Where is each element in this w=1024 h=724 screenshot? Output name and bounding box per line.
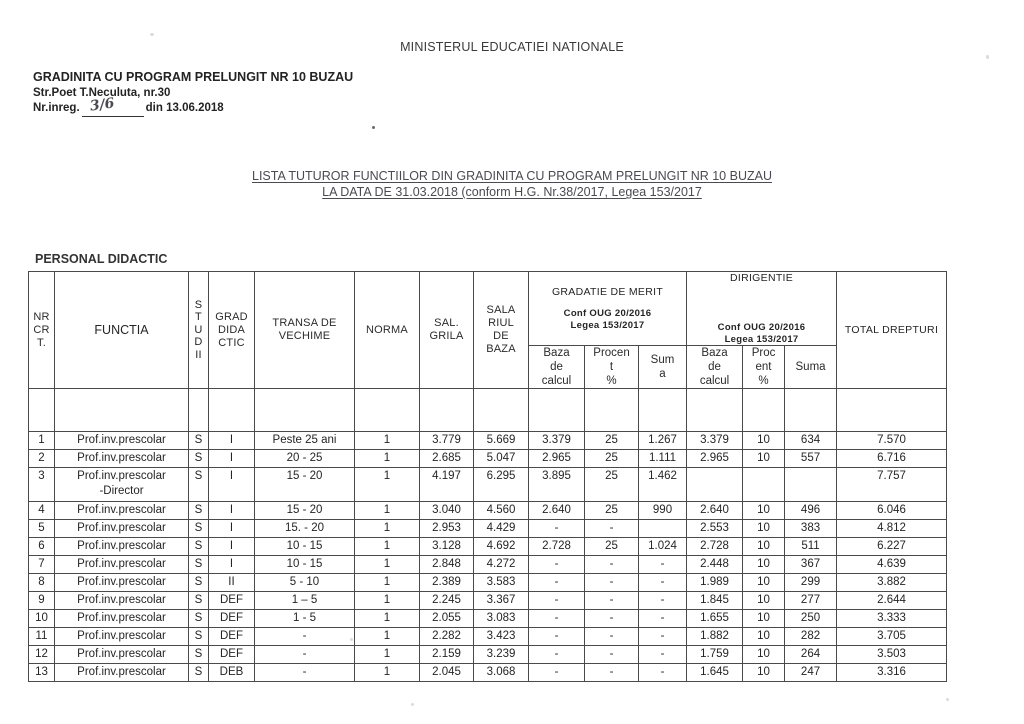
cell-salariu-de-baza: 4.692 [474, 538, 529, 556]
cell-gm-suma: 990 [639, 502, 687, 520]
cell-studii: S [189, 502, 209, 520]
cell-sal-grila: 3.779 [420, 432, 474, 450]
cell-grad-didactic: DEF [209, 610, 255, 628]
cell-sal-grila: 2.159 [420, 646, 474, 664]
cell-transa-vechime: 1 – 5 [255, 592, 355, 610]
cell-grad-didactic: I [209, 520, 255, 538]
table-row [29, 628, 947, 646]
cell-gm-suma: - [639, 610, 687, 628]
cell-salariu-de-baza: 5.047 [474, 450, 529, 468]
spacer-cell [209, 389, 255, 432]
cell-dir-procent: 10 [743, 574, 785, 592]
table-row [29, 592, 947, 610]
cell-gm-procent: 25 [585, 468, 639, 502]
cell-dir-baza-calcul: 2.728 [687, 538, 743, 556]
th-dir-baza-calcul: Baza de calcul [687, 346, 743, 389]
cell-functia [55, 592, 189, 610]
cell-dir-suma: 250 [785, 610, 837, 628]
cell-studii: S [189, 574, 209, 592]
cell-total-drepturi: 3.333 [837, 610, 947, 628]
cell-gm-baza-calcul: - [529, 646, 585, 664]
cell-dir-procent: 10 [743, 432, 785, 450]
cell-norma: 1 [355, 450, 420, 468]
cell-dir-suma: 264 [785, 646, 837, 664]
cell-gm-baza-calcul: 2.728 [529, 538, 585, 556]
functia-line-1: Prof.inv.prescolar [77, 576, 166, 588]
registration-number-blank [82, 94, 144, 117]
cell-nr-crt: 10 [29, 610, 55, 628]
cell-dir-suma: 496 [785, 502, 837, 520]
cell-sal-grila: 2.953 [420, 520, 474, 538]
cell-dir-procent: 10 [743, 520, 785, 538]
scan-speck [986, 55, 989, 59]
cell-studii: S [189, 450, 209, 468]
table-row [29, 664, 947, 682]
cell-gm-baza-calcul: - [529, 574, 585, 592]
cell-grad-didactic: DEB [209, 664, 255, 682]
cell-total-drepturi: 7.757 [837, 468, 947, 502]
cell-salariu-de-baza: 3.239 [474, 646, 529, 664]
organization-block [33, 70, 353, 117]
th-gradatie-de-merit-group: GRADATIE DE MERIT Conf OUG 20/2016 Legea 153/2017 [529, 272, 687, 346]
cell-gm-procent: - [585, 646, 639, 664]
spacer-cell [837, 389, 947, 432]
cell-dir-suma [785, 468, 837, 502]
cell-salariu-de-baza: 3.367 [474, 592, 529, 610]
functia-line-1: Prof.inv.prescolar [77, 594, 166, 606]
th-dir-suma: Suma [785, 346, 837, 389]
table-row [29, 502, 947, 520]
cell-gm-procent: - [585, 664, 639, 682]
salary-table [28, 271, 947, 682]
cell-studii: S [189, 646, 209, 664]
organization-address: Str.Poet T.Neculuta, nr.30 [33, 86, 171, 99]
cell-salariu-de-baza: 3.068 [474, 664, 529, 682]
th-dir-procent: Proc ent % [743, 346, 785, 389]
cell-gm-baza-calcul: - [529, 520, 585, 538]
th-dirigentie-group: DIRIGENTIE Conf OUG 20/2016 Legea 153/2017 [687, 272, 837, 346]
table-row [29, 432, 947, 450]
cell-sal-grila: 2.389 [420, 574, 474, 592]
th-norma: NORMA [355, 272, 420, 389]
cell-nr-crt: 3 [29, 468, 55, 502]
cell-transa-vechime: - [255, 646, 355, 664]
cell-nr-crt: 12 [29, 646, 55, 664]
cell-dir-suma: 367 [785, 556, 837, 574]
cell-sal-grila: 2.055 [420, 610, 474, 628]
table-spacer-row [29, 389, 947, 432]
cell-dir-procent: 10 [743, 664, 785, 682]
cell-studii: S [189, 664, 209, 682]
cell-dir-suma: 299 [785, 574, 837, 592]
cell-dir-procent: 10 [743, 610, 785, 628]
th-gm-suma: Sum a [639, 346, 687, 389]
spacer-cell [529, 389, 585, 432]
cell-dir-procent: 10 [743, 538, 785, 556]
th-sal-grila: SAL. GRILA [420, 272, 474, 389]
functia-line-2: -Director [99, 485, 144, 497]
cell-norma: 1 [355, 664, 420, 682]
cell-transa-vechime: - [255, 628, 355, 646]
scan-speck [411, 703, 414, 706]
cell-sal-grila: 3.128 [420, 538, 474, 556]
cell-salariu-de-baza: 6.295 [474, 468, 529, 502]
cell-transa-vechime: 15. - 20 [255, 520, 355, 538]
th-gm-baza-calcul: Baza de calcul [529, 346, 585, 389]
cell-dir-suma: 511 [785, 538, 837, 556]
cell-dir-procent: 10 [743, 450, 785, 468]
cell-grad-didactic: I [209, 432, 255, 450]
cell-total-drepturi: 3.705 [837, 628, 947, 646]
table-row [29, 468, 947, 502]
table-header-row-main [29, 272, 947, 346]
cell-dir-suma: 557 [785, 450, 837, 468]
cell-gm-baza-calcul: - [529, 664, 585, 682]
spacer-cell [687, 389, 743, 432]
spacer-cell [355, 389, 420, 432]
cell-salariu-de-baza: 4.272 [474, 556, 529, 574]
cell-dir-baza-calcul: 1.989 [687, 574, 743, 592]
functia-line-1: Prof.inv.prescolar [77, 434, 166, 446]
cell-dir-baza-calcul: 2.965 [687, 450, 743, 468]
cell-transa-vechime: 1 - 5 [255, 610, 355, 628]
scan-speck [150, 33, 154, 36]
document-title-line2: LA DATA DE 31.03.2018 (conform H.G. Nr.38/2017, Legea 153/2017 [322, 185, 702, 199]
cell-dir-procent: 10 [743, 592, 785, 610]
cell-total-drepturi: 6.227 [837, 538, 947, 556]
spacer-cell [639, 389, 687, 432]
cell-gm-baza-calcul: - [529, 592, 585, 610]
cell-studii: S [189, 432, 209, 450]
cell-gm-baza-calcul: - [529, 556, 585, 574]
cell-gm-suma: - [639, 628, 687, 646]
table-row [29, 610, 947, 628]
cell-dir-baza-calcul: 1.759 [687, 646, 743, 664]
cell-sal-grila: 4.197 [420, 468, 474, 502]
cell-dir-baza-calcul: 2.448 [687, 556, 743, 574]
cell-gm-suma: 1.267 [639, 432, 687, 450]
cell-transa-vechime: 10 - 15 [255, 538, 355, 556]
cell-functia [55, 520, 189, 538]
cell-norma: 1 [355, 646, 420, 664]
cell-total-drepturi: 3.316 [837, 664, 947, 682]
spacer-cell [255, 389, 355, 432]
cell-nr-crt: 9 [29, 592, 55, 610]
cell-salariu-de-baza: 3.423 [474, 628, 529, 646]
cell-dir-baza-calcul: 1.882 [687, 628, 743, 646]
cell-dir-baza-calcul [687, 468, 743, 502]
spacer-cell [55, 389, 189, 432]
cell-total-drepturi: 2.644 [837, 592, 947, 610]
cell-dir-baza-calcul: 2.553 [687, 520, 743, 538]
functia-line-1: Prof.inv.prescolar [77, 522, 166, 534]
cell-total-drepturi: 4.639 [837, 556, 947, 574]
cell-gm-procent: 25 [585, 450, 639, 468]
cell-total-drepturi: 7.570 [837, 432, 947, 450]
th-nr-crt: NR CR T. [29, 272, 55, 389]
table-row [29, 556, 947, 574]
cell-norma: 1 [355, 610, 420, 628]
ink-speck [372, 126, 375, 129]
cell-nr-crt: 8 [29, 574, 55, 592]
cell-grad-didactic: I [209, 468, 255, 502]
cell-transa-vechime: 5 - 10 [255, 574, 355, 592]
registration-line [33, 94, 353, 117]
table-row [29, 646, 947, 664]
cell-nr-crt: 4 [29, 502, 55, 520]
cell-studii: S [189, 628, 209, 646]
cell-dir-procent: 10 [743, 502, 785, 520]
th-salariu-de-baza: SALA RIUL DE BAZA [474, 272, 529, 389]
cell-sal-grila: 2.848 [420, 556, 474, 574]
cell-dir-procent: 10 [743, 556, 785, 574]
th-grad-didactic: GRAD DIDA CTIC [209, 272, 255, 389]
cell-total-drepturi: 4.812 [837, 520, 947, 538]
cell-total-drepturi: 3.503 [837, 646, 947, 664]
functia-line-1: Prof.inv.prescolar [77, 558, 166, 570]
cell-gm-suma: 1.024 [639, 538, 687, 556]
th-total-drepturi: TOTAL DREPTURI [837, 272, 947, 389]
cell-studii: S [189, 556, 209, 574]
spacer-cell [785, 389, 837, 432]
cell-transa-vechime: 10 - 15 [255, 556, 355, 574]
th-functia: FUNCTIA [55, 272, 189, 389]
table-row [29, 450, 947, 468]
spacer-cell [189, 389, 209, 432]
cell-total-drepturi: 6.716 [837, 450, 947, 468]
cell-grad-didactic: I [209, 502, 255, 520]
cell-transa-vechime: 15 - 20 [255, 468, 355, 502]
cell-gm-suma: 1.111 [639, 450, 687, 468]
cell-dir-baza-calcul: 1.655 [687, 610, 743, 628]
cell-gm-baza-calcul: - [529, 628, 585, 646]
cell-dir-baza-calcul: 1.845 [687, 592, 743, 610]
cell-gm-procent: - [585, 592, 639, 610]
salary-table-wrapper [28, 271, 939, 682]
cell-studii: S [189, 610, 209, 628]
cell-salariu-de-baza: 5.669 [474, 432, 529, 450]
registration-date: din 13.06.2018 [145, 102, 224, 114]
cell-gm-procent: - [585, 556, 639, 574]
cell-norma: 1 [355, 592, 420, 610]
cell-transa-vechime: 20 - 25 [255, 450, 355, 468]
cell-nr-crt: 5 [29, 520, 55, 538]
cell-studii: S [189, 468, 209, 502]
registration-label: Nr.inreg. [33, 102, 80, 114]
cell-functia [55, 664, 189, 682]
functia-line-1: Prof.inv.prescolar [77, 648, 166, 660]
cell-studii: S [189, 592, 209, 610]
cell-grad-didactic: DEF [209, 628, 255, 646]
cell-norma: 1 [355, 502, 420, 520]
th-studii: S T U D II [189, 272, 209, 389]
cell-sal-grila: 2.045 [420, 664, 474, 682]
cell-sal-grila: 2.685 [420, 450, 474, 468]
cell-dir-suma: 282 [785, 628, 837, 646]
cell-nr-crt: 11 [29, 628, 55, 646]
cell-nr-crt: 6 [29, 538, 55, 556]
cell-norma: 1 [355, 468, 420, 502]
cell-gm-procent: 25 [585, 432, 639, 450]
cell-gm-procent: 25 [585, 538, 639, 556]
cell-dir-procent: 10 [743, 646, 785, 664]
cell-total-drepturi: 3.882 [837, 574, 947, 592]
cell-gm-suma [639, 520, 687, 538]
document-title [0, 168, 1024, 200]
cell-grad-didactic: I [209, 556, 255, 574]
cell-gm-procent: - [585, 574, 639, 592]
cell-dir-baza-calcul: 2.640 [687, 502, 743, 520]
cell-gm-procent: - [585, 610, 639, 628]
cell-gm-suma: - [639, 556, 687, 574]
cell-norma: 1 [355, 556, 420, 574]
cell-gm-suma: 1.462 [639, 468, 687, 502]
cell-sal-grila: 3.040 [420, 502, 474, 520]
cell-gm-baza-calcul: 3.895 [529, 468, 585, 502]
cell-functia [55, 432, 189, 450]
cell-dir-suma: 247 [785, 664, 837, 682]
cell-functia [55, 538, 189, 556]
cell-norma: 1 [355, 628, 420, 646]
cell-salariu-de-baza: 4.560 [474, 502, 529, 520]
table-row [29, 520, 947, 538]
spacer-cell [585, 389, 639, 432]
th-gm-procent: Procen t % [585, 346, 639, 389]
cell-studii: S [189, 520, 209, 538]
cell-gm-suma: - [639, 646, 687, 664]
cell-grad-didactic: I [209, 450, 255, 468]
cell-gm-baza-calcul: 2.640 [529, 502, 585, 520]
cell-norma: 1 [355, 574, 420, 592]
cell-salariu-de-baza: 4.429 [474, 520, 529, 538]
cell-dir-suma: 383 [785, 520, 837, 538]
functia-line-1: Prof.inv.prescolar [77, 612, 166, 624]
cell-transa-vechime: Peste 25 ani [255, 432, 355, 450]
cell-grad-didactic: DEF [209, 592, 255, 610]
table-row [29, 574, 947, 592]
functia-line-1: Prof.inv.prescolar [77, 540, 166, 552]
cell-dir-procent: 10 [743, 628, 785, 646]
cell-total-drepturi: 6.046 [837, 502, 947, 520]
functia-line-1: Prof.inv.prescolar [77, 470, 166, 482]
cell-dir-suma: 634 [785, 432, 837, 450]
cell-functia [55, 468, 189, 502]
cell-dir-baza-calcul: 3.379 [687, 432, 743, 450]
cell-salariu-de-baza: 3.083 [474, 610, 529, 628]
cell-gm-suma: - [639, 664, 687, 682]
document-title-line1: LISTA TUTUROR FUNCTIILOR DIN GRADINITA CU PROGRAM PRELUNGIT NR 10 BUZAU [252, 169, 772, 183]
spacer-cell [420, 389, 474, 432]
registration-number-handwritten: 3/6 [88, 94, 116, 115]
cell-nr-crt: 13 [29, 664, 55, 682]
scan-speck [946, 698, 949, 701]
section-label-personal-didactic: PERSONAL DIDACTIC [35, 252, 168, 266]
cell-dir-baza-calcul: 1.645 [687, 664, 743, 682]
cell-gm-procent: - [585, 628, 639, 646]
cell-nr-crt: 7 [29, 556, 55, 574]
salary-table-body [29, 389, 947, 682]
ministry-heading: MINISTERUL EDUCATIEI NATIONALE [400, 40, 624, 54]
spacer-cell [743, 389, 785, 432]
cell-dir-suma: 277 [785, 592, 837, 610]
cell-functia [55, 610, 189, 628]
cell-gm-procent: 25 [585, 502, 639, 520]
cell-dir-procent [743, 468, 785, 502]
cell-gm-baza-calcul: 3.379 [529, 432, 585, 450]
cell-functia [55, 502, 189, 520]
cell-nr-crt: 1 [29, 432, 55, 450]
cell-grad-didactic: DEF [209, 646, 255, 664]
cell-functia [55, 450, 189, 468]
cell-studii: S [189, 538, 209, 556]
functia-line-1: Prof.inv.prescolar [77, 504, 166, 516]
spacer-cell [474, 389, 529, 432]
table-row [29, 538, 947, 556]
cell-gm-procent: - [585, 520, 639, 538]
spacer-cell [29, 389, 55, 432]
cell-sal-grila: 2.282 [420, 628, 474, 646]
functia-line-1: Prof.inv.prescolar [77, 666, 166, 678]
cell-norma: 1 [355, 538, 420, 556]
functia-line-1: Prof.inv.prescolar [77, 630, 166, 642]
cell-grad-didactic: II [209, 574, 255, 592]
cell-norma: 1 [355, 520, 420, 538]
cell-gm-suma: - [639, 574, 687, 592]
cell-salariu-de-baza: 3.583 [474, 574, 529, 592]
cell-nr-crt: 2 [29, 450, 55, 468]
th-transa-vechime: TRANSA DE VECHIME [255, 272, 355, 389]
cell-functia [55, 646, 189, 664]
cell-functia [55, 556, 189, 574]
cell-transa-vechime: - [255, 664, 355, 682]
cell-norma: 1 [355, 432, 420, 450]
cell-gm-baza-calcul: - [529, 610, 585, 628]
cell-sal-grila: 2.245 [420, 592, 474, 610]
cell-functia [55, 574, 189, 592]
functia-line-1: Prof.inv.prescolar [77, 452, 166, 464]
cell-grad-didactic: I [209, 538, 255, 556]
cell-gm-baza-calcul: 2.965 [529, 450, 585, 468]
cell-transa-vechime: 15 - 20 [255, 502, 355, 520]
organization-name: GRADINITA CU PROGRAM PRELUNGIT NR 10 BUZAU [33, 70, 354, 84]
cell-gm-suma: - [639, 592, 687, 610]
cell-functia [55, 628, 189, 646]
